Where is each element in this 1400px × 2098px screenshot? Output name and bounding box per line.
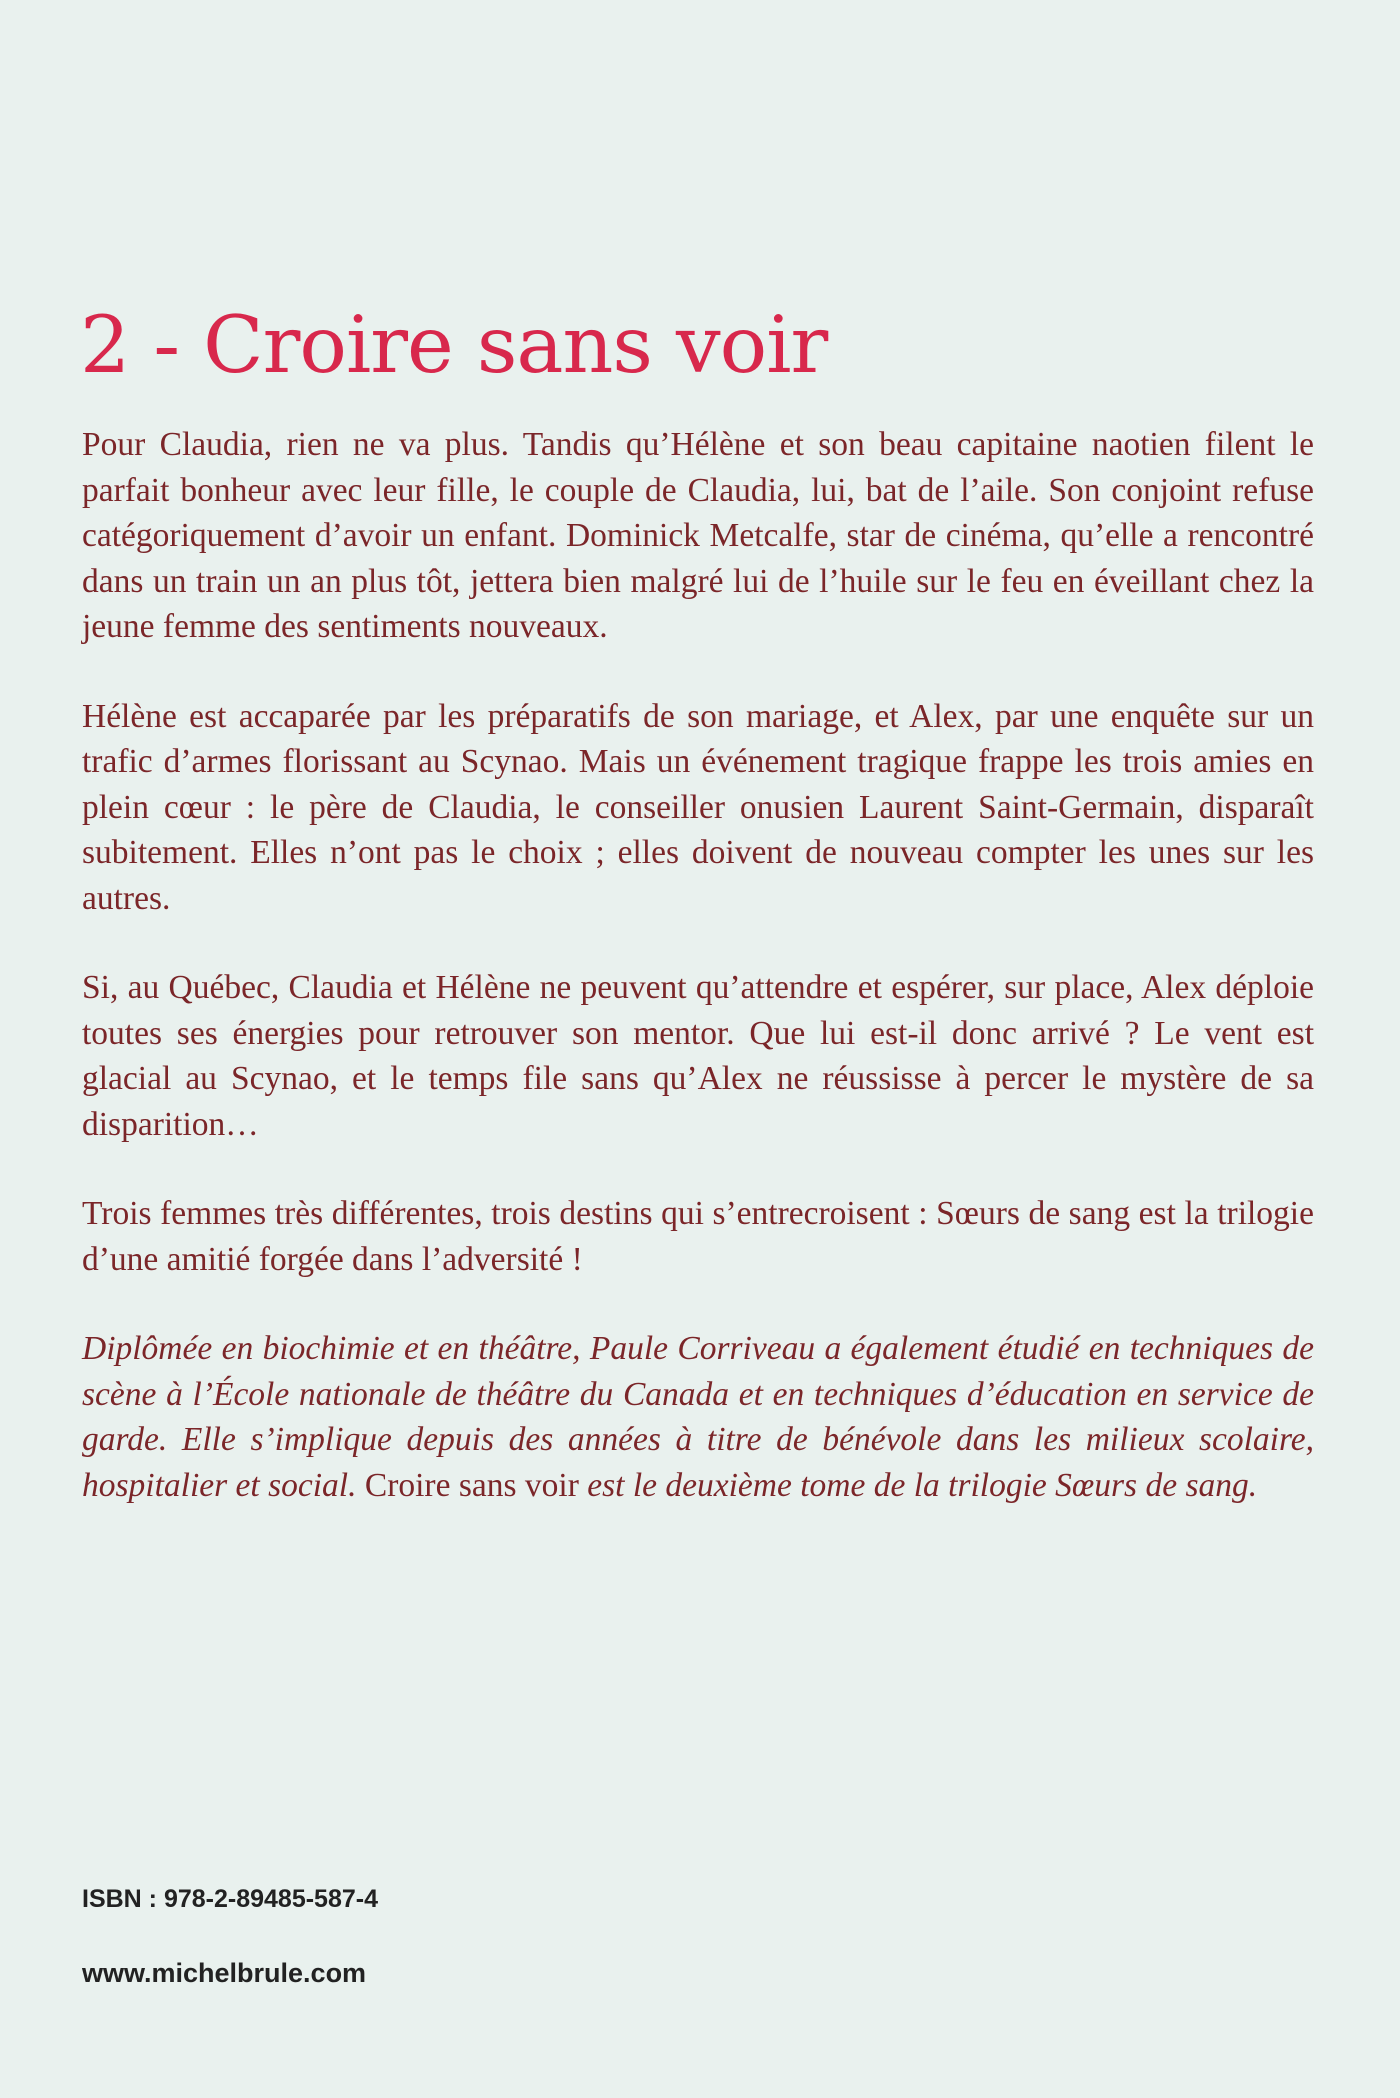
publisher-website: www.michelbrule.com (82, 1958, 367, 1988)
book-title: 2 - Croire sans voir (80, 299, 828, 391)
summary-paragraph-2: Hélène est accaparée par les préparatifs de son mariage, et Alex, par une enquête sur un trafic d’armes florissant au Scynao. Mais un événement tragique frappe les trois amies en plein cœur : le père de Claudia, le conseiller onusien Laurent Saint-Germain, disparaît subitement. Elles n’ont pas le choix ; elles doivent de nouveau compter les unes sur les autres. (82, 697, 1314, 917)
summary-paragraph-3: Si, au Québec, Claudia et Hélène ne peuvent qu’attendre et espérer, sur place, Alex déploie toutes ses énergies pour retrouver son mentor. Que lui est-il donc arrivé ? Le vent est glacial au Scynao, et le temps file sans qu’Alex ne réussisse à percer le mystère de sa disparition… (82, 969, 1314, 1143)
isbn-number: ISBN : 978-2-89485-587-4 (82, 1885, 378, 1913)
author-bio-part-1: Diplômée en biochimie et en théâtre, Paule Corriveau a également étudié en techniques de scène à l’École nationale de théâtre du Canada et en techniques d’éducation en service de garde. Elle s’implique depuis des années à titre de bénévole dans les milieux scolaire, hospitalier et social. (82, 1330, 1314, 1504)
author-bio (82, 1326, 1314, 1508)
author-bio-part-2: est le deuxième tome de la trilogie Sœurs de sang. (587, 1466, 1258, 1504)
summary (82, 422, 1314, 1508)
author-bio-book-title: Croire sans voir (364, 1466, 579, 1504)
summary-paragraph-1: Pour Claudia, rien ne va plus. Tandis qu’Hélène et son beau capitaine naotien filent le parfait bonheur avec leur fille, le couple de Claudia, lui, bat de l’aile. Son conjoint refuse catégoriquement d’avoir un enfant. Dominick Metcalfe, star de cinéma, qu’elle a rencontré dans un train un an plus tôt, jettera bien malgré lui de l’huile sur le feu en éveillant chez la jeune femme des sentiments nouveaux. (82, 426, 1314, 645)
summary-paragraph-4: Trois femmes très différentes, trois destins qui s’entrecroisent : Sœurs de sang est la trilogie d’une amitié forgée dans l’adversité ! (82, 1195, 1314, 1278)
